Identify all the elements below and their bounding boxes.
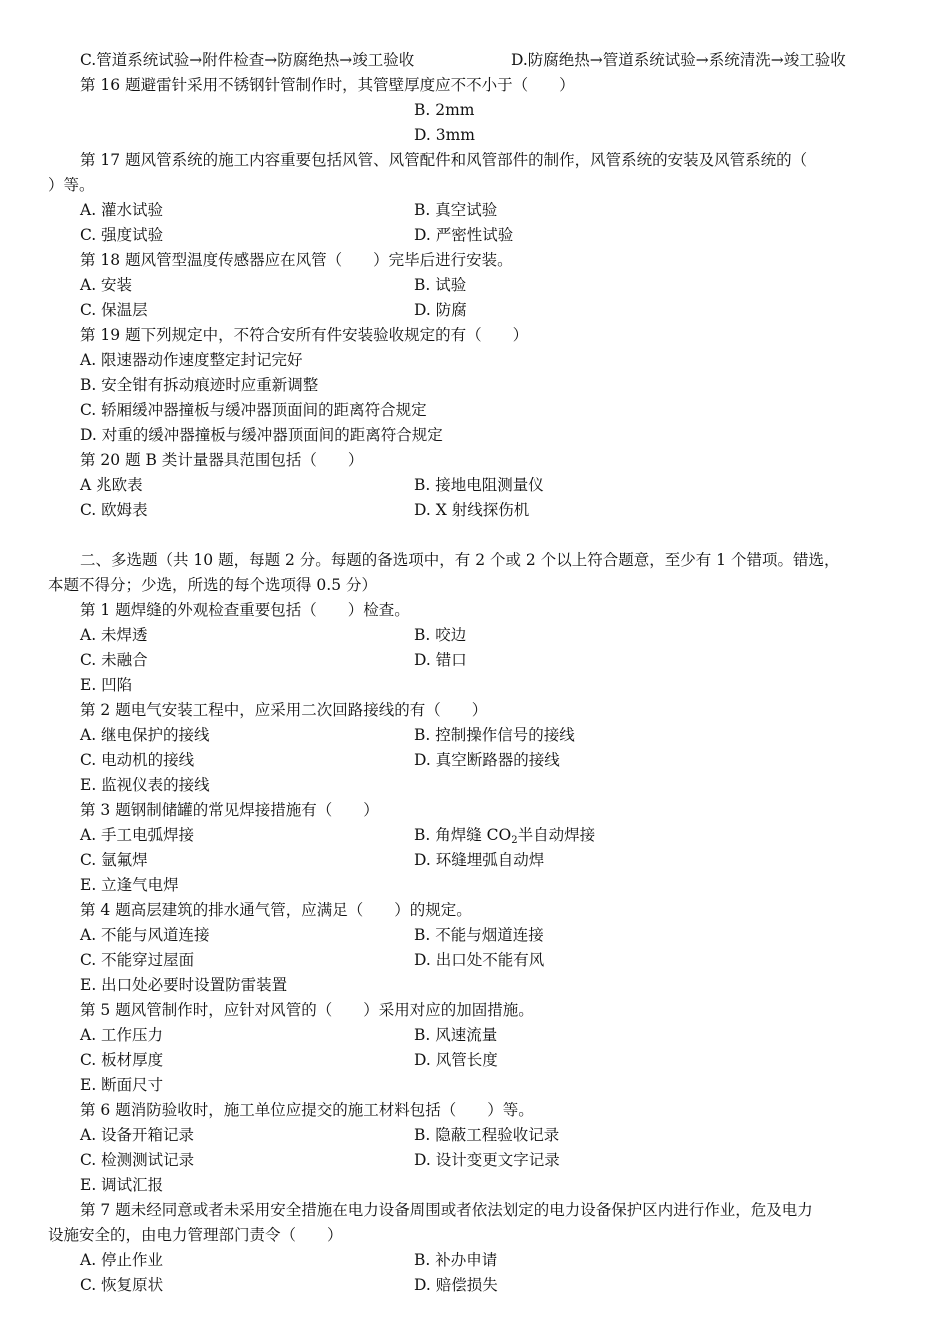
m3-option-b-suffix: 半自动焊接: [517, 826, 596, 844]
q17-stem-line2: ）等。: [48, 176, 95, 194]
q19-option-b: B. 安全钳有拆动痕迹时应重新调整: [80, 376, 319, 394]
m1-option-b: B. 咬边: [414, 626, 467, 644]
q18-stem: 第 18 题风管型温度传感器应在风管（ ）完毕后进行安装。: [80, 251, 513, 269]
m5-option-e: E. 断面尺寸: [80, 1076, 164, 1094]
section2-header-line1: 二、多选题（共 10 题，每题 2 分。每题的备选项中，有 2 个或 2 个以上符合题意，至少有 1 个错项。错选，: [80, 551, 840, 569]
m2-option-d: D. 真空断路器的接线: [414, 751, 560, 769]
q20-stem: 第 20 题 B 类计量器具范围包括（ ）: [80, 451, 364, 469]
m3-option-b: [414, 823, 595, 848]
q20-option-b: B. 接地电阻测量仪: [414, 476, 544, 494]
q19-option-a: A. 限速器动作速度整定封记完好: [80, 351, 303, 369]
m2-option-e: E. 监视仪表的接线: [80, 776, 210, 794]
q15-option-d: D.防腐绝热→管道系统试验→系统清洗→竣工验收: [511, 51, 846, 69]
m6-stem: 第 6 题消防验收时，施工单位应提交的施工材料包括（ ）等。: [80, 1101, 534, 1119]
m5-stem: 第 5 题风管制作时，应针对风管的（ ）采用对应的加固措施。: [80, 1001, 534, 1019]
m4-option-b: B. 不能与烟道连接: [414, 926, 544, 944]
m4-option-a: A. 不能与风道连接: [80, 926, 210, 944]
m7-stem-line2: 设施安全的，由电力管理部门责令（ ）: [48, 1226, 343, 1244]
m7-option-b: B. 补办申请: [414, 1251, 498, 1269]
q17-option-b: B. 真空试验: [414, 201, 498, 219]
m4-option-e: E. 出口处必要时设置防雷装置: [80, 976, 288, 994]
q18-option-a: A. 安装: [80, 276, 133, 294]
m4-option-d: D. 出口处不能有风: [414, 951, 545, 969]
m1-option-a: A. 未焊透: [80, 626, 148, 644]
q18-option-b: B. 试验: [414, 276, 467, 294]
q20-option-d: D. X 射线探伤机: [414, 501, 530, 519]
q19-option-c: C. 轿厢缓冲器撞板与缓冲器顶面间的距离符合规定: [80, 401, 427, 419]
q20-option-a: A 兆欧表: [80, 476, 143, 494]
m3-option-b-subscript: 2: [511, 835, 518, 846]
m1-stem: 第 1 题焊缝的外观检查重要包括（ ）检查。: [80, 601, 410, 619]
m6-option-b: B. 隐蔽工程验收记录: [414, 1126, 560, 1144]
m6-option-c: C. 检测测试记录: [80, 1151, 195, 1169]
m5-option-c: C. 板材厚度: [80, 1051, 164, 1069]
m2-option-a: A. 继电保护的接线: [80, 726, 210, 744]
q17-option-a: A. 灌水试验: [80, 201, 164, 219]
q15-option-c: C.管道系统试验→附件检查→防腐绝热→竣工验收: [80, 51, 415, 69]
q16-option-b: B. 2mm: [414, 101, 475, 119]
q17-option-d: D. 严密性试验: [414, 226, 514, 244]
m4-stem: 第 4 题高层建筑的排水通气管，应满足（ ）的规定。: [80, 901, 472, 919]
m3-option-d: D. 环缝埋弧自动焊: [414, 851, 545, 869]
section2-header-line2: 本题不得分；少选，所选的每个选项得 0.5 分）: [48, 576, 378, 594]
m3-option-e: E. 立逢气电焊: [80, 876, 179, 894]
q16-stem: 第 16 题避雷针采用不锈钢针管制作时，其管壁厚度应不不小于（ ）: [80, 76, 575, 94]
m2-stem: 第 2 题电气安装工程中，应采用二次回路接线的有（ ）: [80, 701, 488, 719]
q17-stem-line1: 第 17 题风管系统的施工内容重要包括风管、风管配件和风管部件的制作，风管系统的安装及风管系统的（: [80, 151, 808, 169]
m5-option-a: A. 工作压力: [80, 1026, 164, 1044]
m1-option-e: E. 凹陷: [80, 676, 133, 694]
q19-option-d: D. 对重的缓冲器撞板与缓冲器顶面间的距离符合规定: [80, 426, 443, 444]
m6-option-e: E. 调试汇报: [80, 1176, 164, 1194]
m2-option-c: C. 电动机的接线: [80, 751, 195, 769]
m7-option-c: C. 恢复原状: [80, 1276, 164, 1294]
q16-option-d: D. 3mm: [414, 126, 475, 144]
q20-option-c: C. 欧姆表: [80, 501, 148, 519]
q18-option-d: D. 防腐: [414, 301, 467, 319]
m2-option-b: B. 控制操作信号的接线: [414, 726, 575, 744]
m7-stem-line1: 第 7 题未经同意或者未采用安全措施在电力设备周围或者依法划定的电力设备保护区内进行作业，危及电力: [80, 1201, 813, 1219]
m3-stem: 第 3 题钢制储罐的常见焊接措施有（ ）: [80, 801, 379, 819]
m7-option-d: D. 赔偿损失: [414, 1276, 498, 1294]
m5-option-d: D. 风管长度: [414, 1051, 498, 1069]
m3-option-a: A. 手工电弧焊接: [80, 826, 195, 844]
m7-option-a: A. 停止作业: [80, 1251, 164, 1269]
m3-option-b-prefix: B. 角焊缝 CO: [414, 826, 512, 844]
m4-option-c: C. 不能穿过屋面: [80, 951, 195, 969]
q17-option-c: C. 强度试验: [80, 226, 164, 244]
m3-option-c: C. 氩氟焊: [80, 851, 148, 869]
q18-option-c: C. 保温层: [80, 301, 148, 319]
q19-stem: 第 19 题下列规定中，不符合安所有件安装验收规定的有（ ）: [80, 326, 529, 344]
m5-option-b: B. 风速流量: [414, 1026, 498, 1044]
m1-option-c: C. 未融合: [80, 651, 148, 669]
m6-option-d: D. 设计变更文字记录: [414, 1151, 560, 1169]
m1-option-d: D. 错口: [414, 651, 467, 669]
m6-option-a: A. 设备开箱记录: [80, 1126, 195, 1144]
